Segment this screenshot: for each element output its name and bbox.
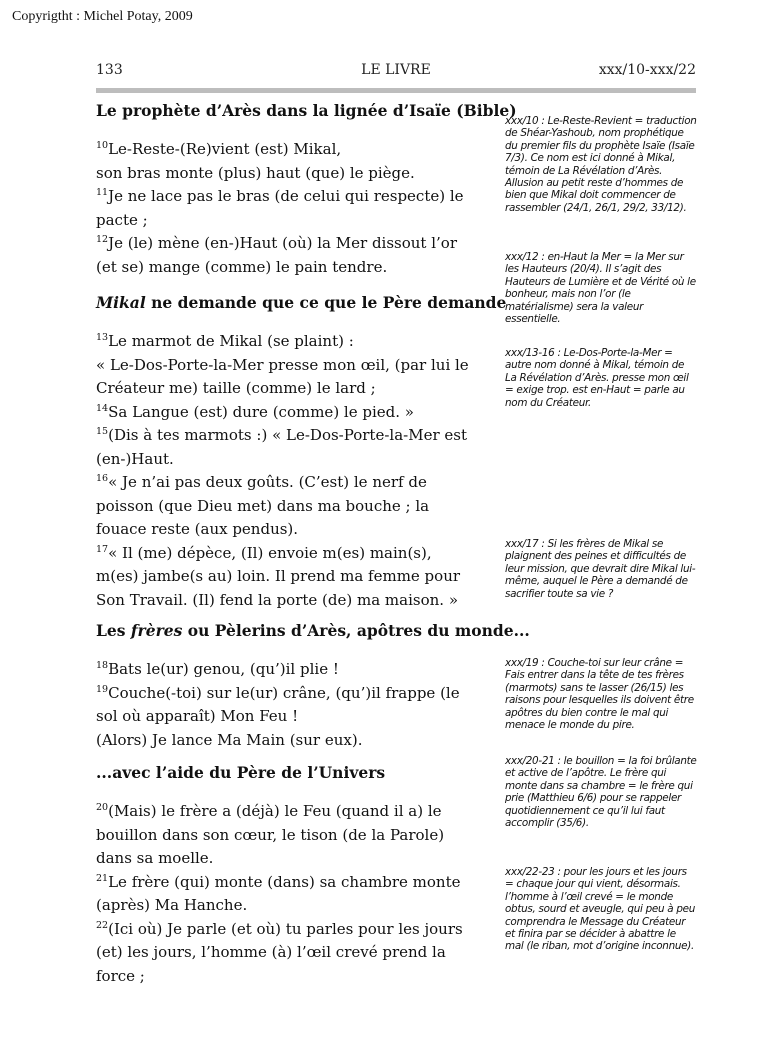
verse-number: 10 — [96, 140, 109, 151]
note-ref: xxx/19 : — [505, 657, 545, 669]
verse-line: (Ici où) Je parle (et où) tu parles pour les jours — [108, 919, 463, 938]
verse-line: (en-)Haut. — [96, 449, 174, 468]
verse-number: 19 — [96, 683, 109, 695]
note-ref: xxx/20-21 : — [505, 755, 561, 767]
verse-19 — [96, 682, 496, 753]
book-title: LE LIVRE — [361, 62, 431, 78]
verse-line: « Je n’ai pas deux goûts. (C’est) le nerf de — [108, 473, 427, 491]
note-text: Si les frères de Mikal se plaignent des peines et difficultés de leur mission, que devrait dire Mikal lui-même, auquel le Père a demandé de sacrifier toute sa vie ? — [505, 538, 696, 600]
verse-line: Je ne lace pas le bras (de celui qui respecte) le — [108, 187, 464, 205]
verse-number: 14 — [96, 402, 109, 414]
verse-line: (Mais) le frère a (déjà) le Feu (quand il a) le — [108, 802, 442, 820]
verse-number: 15 — [96, 426, 109, 437]
verse-13 — [96, 330, 496, 401]
verse-line: Le marmot de Mikal (se plaint) : — [108, 332, 354, 350]
heading-text: ou Pèlerins d’Arès, apôtres du monde... — [182, 621, 530, 640]
section-1 — [96, 100, 517, 279]
note-xxx-20-21 — [505, 755, 697, 829]
verse-21 — [96, 871, 496, 918]
verse-22 — [96, 918, 496, 989]
verse-16 — [96, 471, 496, 542]
verse-12 — [96, 232, 496, 279]
verse-line: (après) Ma Hanche. — [96, 896, 248, 914]
section-heading — [96, 620, 530, 642]
verse-line: Bats le(ur) genou, (qu’)il plie ! — [108, 660, 339, 678]
verse-line: Le-Reste-(Re)vient (est) Mikal, — [108, 140, 342, 158]
verse-number: 13 — [96, 332, 109, 343]
verse-line: fouace reste (aux pendus). — [96, 520, 299, 538]
verse-line: « Il (me) dépèce, (Il) envoie m(es) main(s), — [108, 543, 432, 562]
heading-italic: frères — [130, 621, 183, 640]
verse-line: Sa Langue (est) dure (comme) le pied. » — [108, 402, 414, 421]
verse-line: force ; — [96, 966, 145, 985]
verse-line: Je (le) mène (en-)Haut (où) la Mer dissout l’or — [108, 234, 457, 252]
note-xxx-22-23 — [505, 866, 697, 953]
note-ref: xxx/22-23 : — [505, 866, 561, 878]
note-xxx-10 — [505, 115, 697, 214]
note-ref: xxx/10 : — [505, 115, 545, 127]
verse-line: poisson (que Dieu met) dans ma bouche ; la — [96, 496, 430, 515]
verse-number: 20 — [96, 802, 109, 813]
section-heading: Le prophète d’Arès dans la lignée d’Isaïe (Bible) — [96, 101, 517, 120]
verse-line: Créateur me) taille (comme) le lard ; — [96, 379, 376, 397]
verse-number: 21 — [96, 872, 109, 884]
verse-14 — [96, 401, 496, 425]
verse-number: 16 — [96, 473, 109, 484]
verse-17 — [96, 542, 496, 613]
note-xxx-17 — [505, 538, 697, 600]
heading-italic: Mikal — [96, 293, 146, 312]
verse-line: son bras monte (plus) haut (que) le piège. — [96, 163, 415, 182]
heading-text: ne demande que ce que le Père demande — [145, 293, 507, 312]
note-text: en-Haut la Mer = la Mer sur les Hauteurs (20/4). Il s’agit des Hauteurs de Lumière et de Vérité où le bonheur, mais non l’or (le matérialisme) sera la valeur essentielle. — [505, 251, 696, 326]
verse-number: 11 — [96, 187, 109, 198]
verse-line: sol où apparaît) Mon Feu ! — [96, 707, 299, 725]
verse-line: (Dis à tes marmots :) « Le-Dos-Porte-la-Mer est — [108, 426, 467, 444]
verse-number: 22 — [96, 919, 109, 931]
verse-line: bouillon dans son cœur, le tison (de la Parole) — [96, 825, 445, 844]
verse-range: xxx/10-xxx/22 — [598, 62, 696, 78]
heading-text: Les — [96, 621, 131, 640]
note-ref: xxx/13-16 : — [505, 347, 561, 359]
section-heading — [96, 292, 507, 314]
verse-line: (et) les jours, l’homme (à) l’œil crevé prend la — [96, 943, 446, 961]
note-xxx-13-16 — [505, 347, 697, 409]
note-text: Le-Reste-Revient = traduction de Shéar-Yashoub, nom prophétique du premier fils du prophète Isaïe (Isaïe 7/3). Ce nom est ici donné à Mikal, témoin de La Révélation d’Arès. Allusion au petit reste d’hommes de bien que Mikal doit commencer de rassembler (24/1, 26/1, 29/2, 33/12). — [505, 115, 697, 214]
verse-11 — [96, 185, 496, 232]
verse-number: 18 — [96, 660, 109, 671]
verse-10 — [96, 138, 496, 185]
copyright-notice: Copyrigtht : Michel Potay, 2009 — [12, 9, 193, 24]
verse-15 — [96, 424, 496, 471]
verse-line: « Le-Dos-Porte-la-Mer presse mon œil, (par lui le — [96, 355, 469, 374]
verse-number: 17 — [96, 543, 109, 555]
note-text: Couche-toi sur leur crâne = Fais entrer dans la tête de tes frères (marmots) sans te lasser (26/15) les raisons pour lesquelles ils doivent être apôtres du bien contre le mal qui menace le monde du pire. — [505, 657, 694, 732]
section-2 — [96, 292, 507, 612]
verse-line: pacte ; — [96, 210, 148, 229]
verse-number: 12 — [96, 234, 109, 245]
verse-line: Son Travail. (Il) fend la porte (de) ma maison. » — [96, 590, 458, 609]
verse-line: Couche(-toi) sur le(ur) crâne, (qu’)il frappe (le — [108, 683, 460, 702]
section-heading: ...avec l’aide du Père de l’Univers — [96, 763, 386, 782]
page-number: 133 — [96, 62, 123, 78]
verse-20 — [96, 800, 496, 871]
section-4 — [96, 762, 496, 988]
note-text: Le-Dos-Porte-la-Mer = autre nom donné à Mikal, témoin de La Révélation d’Arès. presse mon œil = exige trop. est en-Haut = parle au nom du Créateur. — [505, 347, 689, 409]
verse-line: (Alors) Je lance Ma Main (sur eux). — [96, 730, 363, 749]
note-xxx-12 — [505, 251, 697, 325]
note-ref: xxx/12 : — [505, 251, 545, 263]
verse-line: dans sa moelle. — [96, 849, 214, 867]
note-xxx-19 — [505, 657, 697, 731]
verse-line: Le frère (qui) monte (dans) sa chambre monte — [108, 872, 461, 891]
verse-18 — [96, 658, 496, 682]
note-text: pour les jours et les jours = chaque jour qui vient, désormais. l’homme à l’œil crevé = le monde obtus, sourd et aveugle, qui peu à peu comprendra le Message du Créateur et finira par se décider à abattre le mal (le riban, mot d’origine inconnue). — [505, 866, 695, 953]
verse-line: m(es) jambe(s au) loin. Il prend ma femme pour — [96, 567, 461, 585]
verse-line: (et se) mange (comme) le pain tendre. — [96, 257, 388, 276]
running-head — [96, 62, 696, 82]
note-text: le bouillon = la foi brûlante et active de l’apôtre. Le frère qui monte dans sa chambre = le frère qui prie (Matthieu 6/6) pour se rappeler quotidiennement ce qu’il lui faut accomplir (35/6). — [505, 755, 697, 830]
header-rule — [96, 88, 696, 93]
note-ref: xxx/17 : — [505, 538, 545, 550]
